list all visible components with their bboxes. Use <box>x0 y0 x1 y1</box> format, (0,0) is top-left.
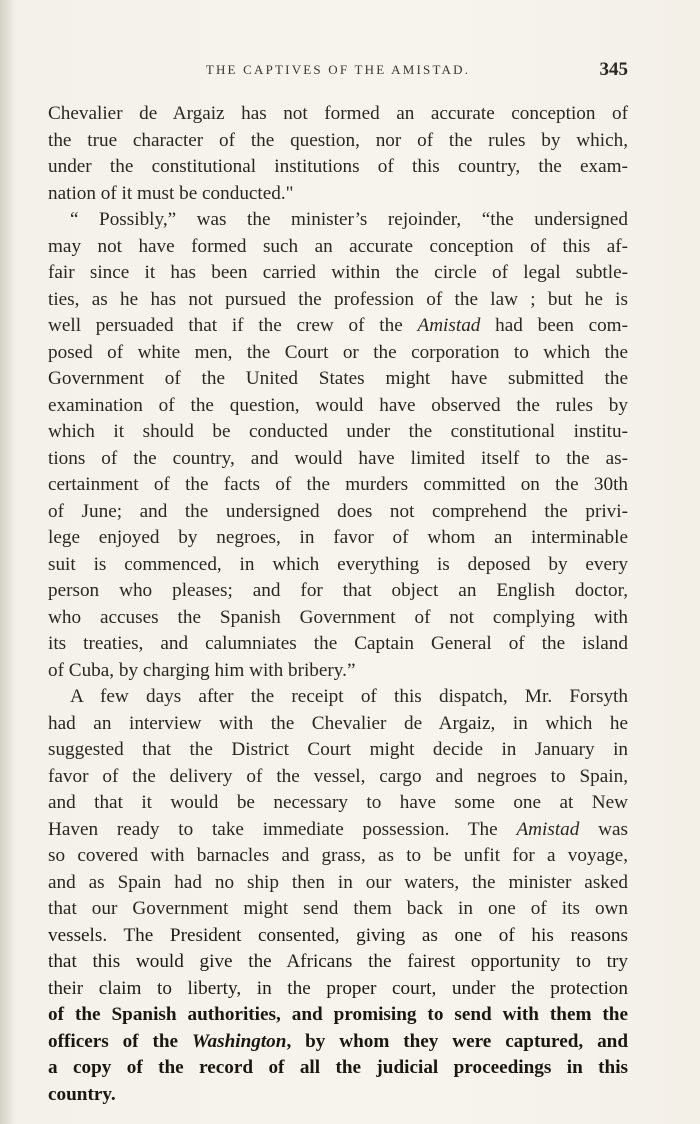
text-line: who accuses the Spanish Government of not complying with <box>48 606 628 628</box>
text-line: under the constitutional institutions of this country, the exam- <box>48 156 628 177</box>
text-line: that this would give the Africans the fairest opportunity to try <box>48 951 628 972</box>
text-line: the true character of the question, nor of the rules by which, <box>48 129 628 151</box>
gutter-shadow <box>0 0 14 1124</box>
text-line: that our Government might send them back in one of its own <box>48 898 628 919</box>
text-line: Chevalier de Argaiz has not formed an accurate conception of <box>48 103 628 124</box>
text-line: so covered with barnacles and grass, as to be unfit for a voyage, <box>48 845 628 866</box>
text-line: tions of the country, and would have limited itself to the as- <box>48 447 628 469</box>
text-line: ties, as he has not pursued the profession of the law ; but he is <box>48 288 628 310</box>
text-line: certainment of the facts of the murders committed on the 30th <box>48 474 628 495</box>
text-line: nation of it must be conducted." <box>48 182 294 204</box>
text-line: suit is commenced, in which everything is deposed by every <box>48 553 628 575</box>
text-line: and as Spain had no ship then in our waters, the minister asked <box>48 871 628 893</box>
text-line: of June; and the undersigned does not comprehend the privi- <box>48 500 628 522</box>
text-line: of Cuba, by charging him with bribery.” <box>48 659 356 681</box>
text-line: its treaties, and calumniates the Captain General of the island <box>48 633 628 654</box>
text-line: had an interview with the Chevalier de Argaiz, in which he <box>48 712 628 734</box>
text-line: vessels. The President consented, giving as one of his reasons <box>48 924 628 946</box>
ship-name: Amistad <box>417 315 481 336</box>
body-text <box>48 101 628 1108</box>
text-line: which it should be conducted under the constitutional institu- <box>48 421 628 442</box>
text-line: A few days after the receipt of this dispatch, Mr. Forsyth <box>70 686 628 707</box>
text-line: Haven ready to take immediate possession. The Amistad was <box>48 818 628 840</box>
ship-name: Washington <box>191 1030 287 1052</box>
text-line: “ Possibly,” was the minister’s rejoinder, “the undersigned <box>70 209 628 230</box>
text-line: examination of the question, would have observed the rules by <box>48 394 628 416</box>
text-line: country. <box>48 1083 116 1105</box>
text-line: their claim to liberty, in the proper court, under the protection <box>48 977 628 999</box>
ship-name: Amistad <box>516 818 580 840</box>
text-line: and that it would be necessary to have some one at New <box>48 792 628 813</box>
text-line: posed of white men, the Court or the corporation to which the <box>48 341 628 363</box>
text-line: lege enjoyed by negroes, in favor of whom an interminable <box>48 527 628 548</box>
text-line: suggested that the District Court might decide in January in <box>48 739 628 760</box>
text-line: Government of the United States might have submitted the <box>48 368 628 389</box>
text-line: may not have formed such an accurate conception of this af- <box>48 235 628 257</box>
text-line: a copy of the record of all the judicial proceedings in this <box>48 1057 628 1078</box>
running-head: THE CAPTIVES OF THE AMISTAD. <box>205 62 471 77</box>
text-line: fair since it has been carried within the circle of legal subtle- <box>48 262 628 283</box>
page-header <box>48 59 628 84</box>
text-line: favor of the delivery of the vessel, cargo and negroes to Spain, <box>48 765 628 787</box>
text-line: of the Spanish authorities, and promising to send with them the <box>48 1004 628 1025</box>
text-line: well persuaded that if the crew of the Amistad had been com- <box>48 315 628 336</box>
text-line: person who pleases; and for that object an English doctor, <box>48 580 628 601</box>
page-number: 345 <box>599 59 628 80</box>
text-line: officers of the Washington, by whom they were captured, and <box>48 1030 629 1052</box>
